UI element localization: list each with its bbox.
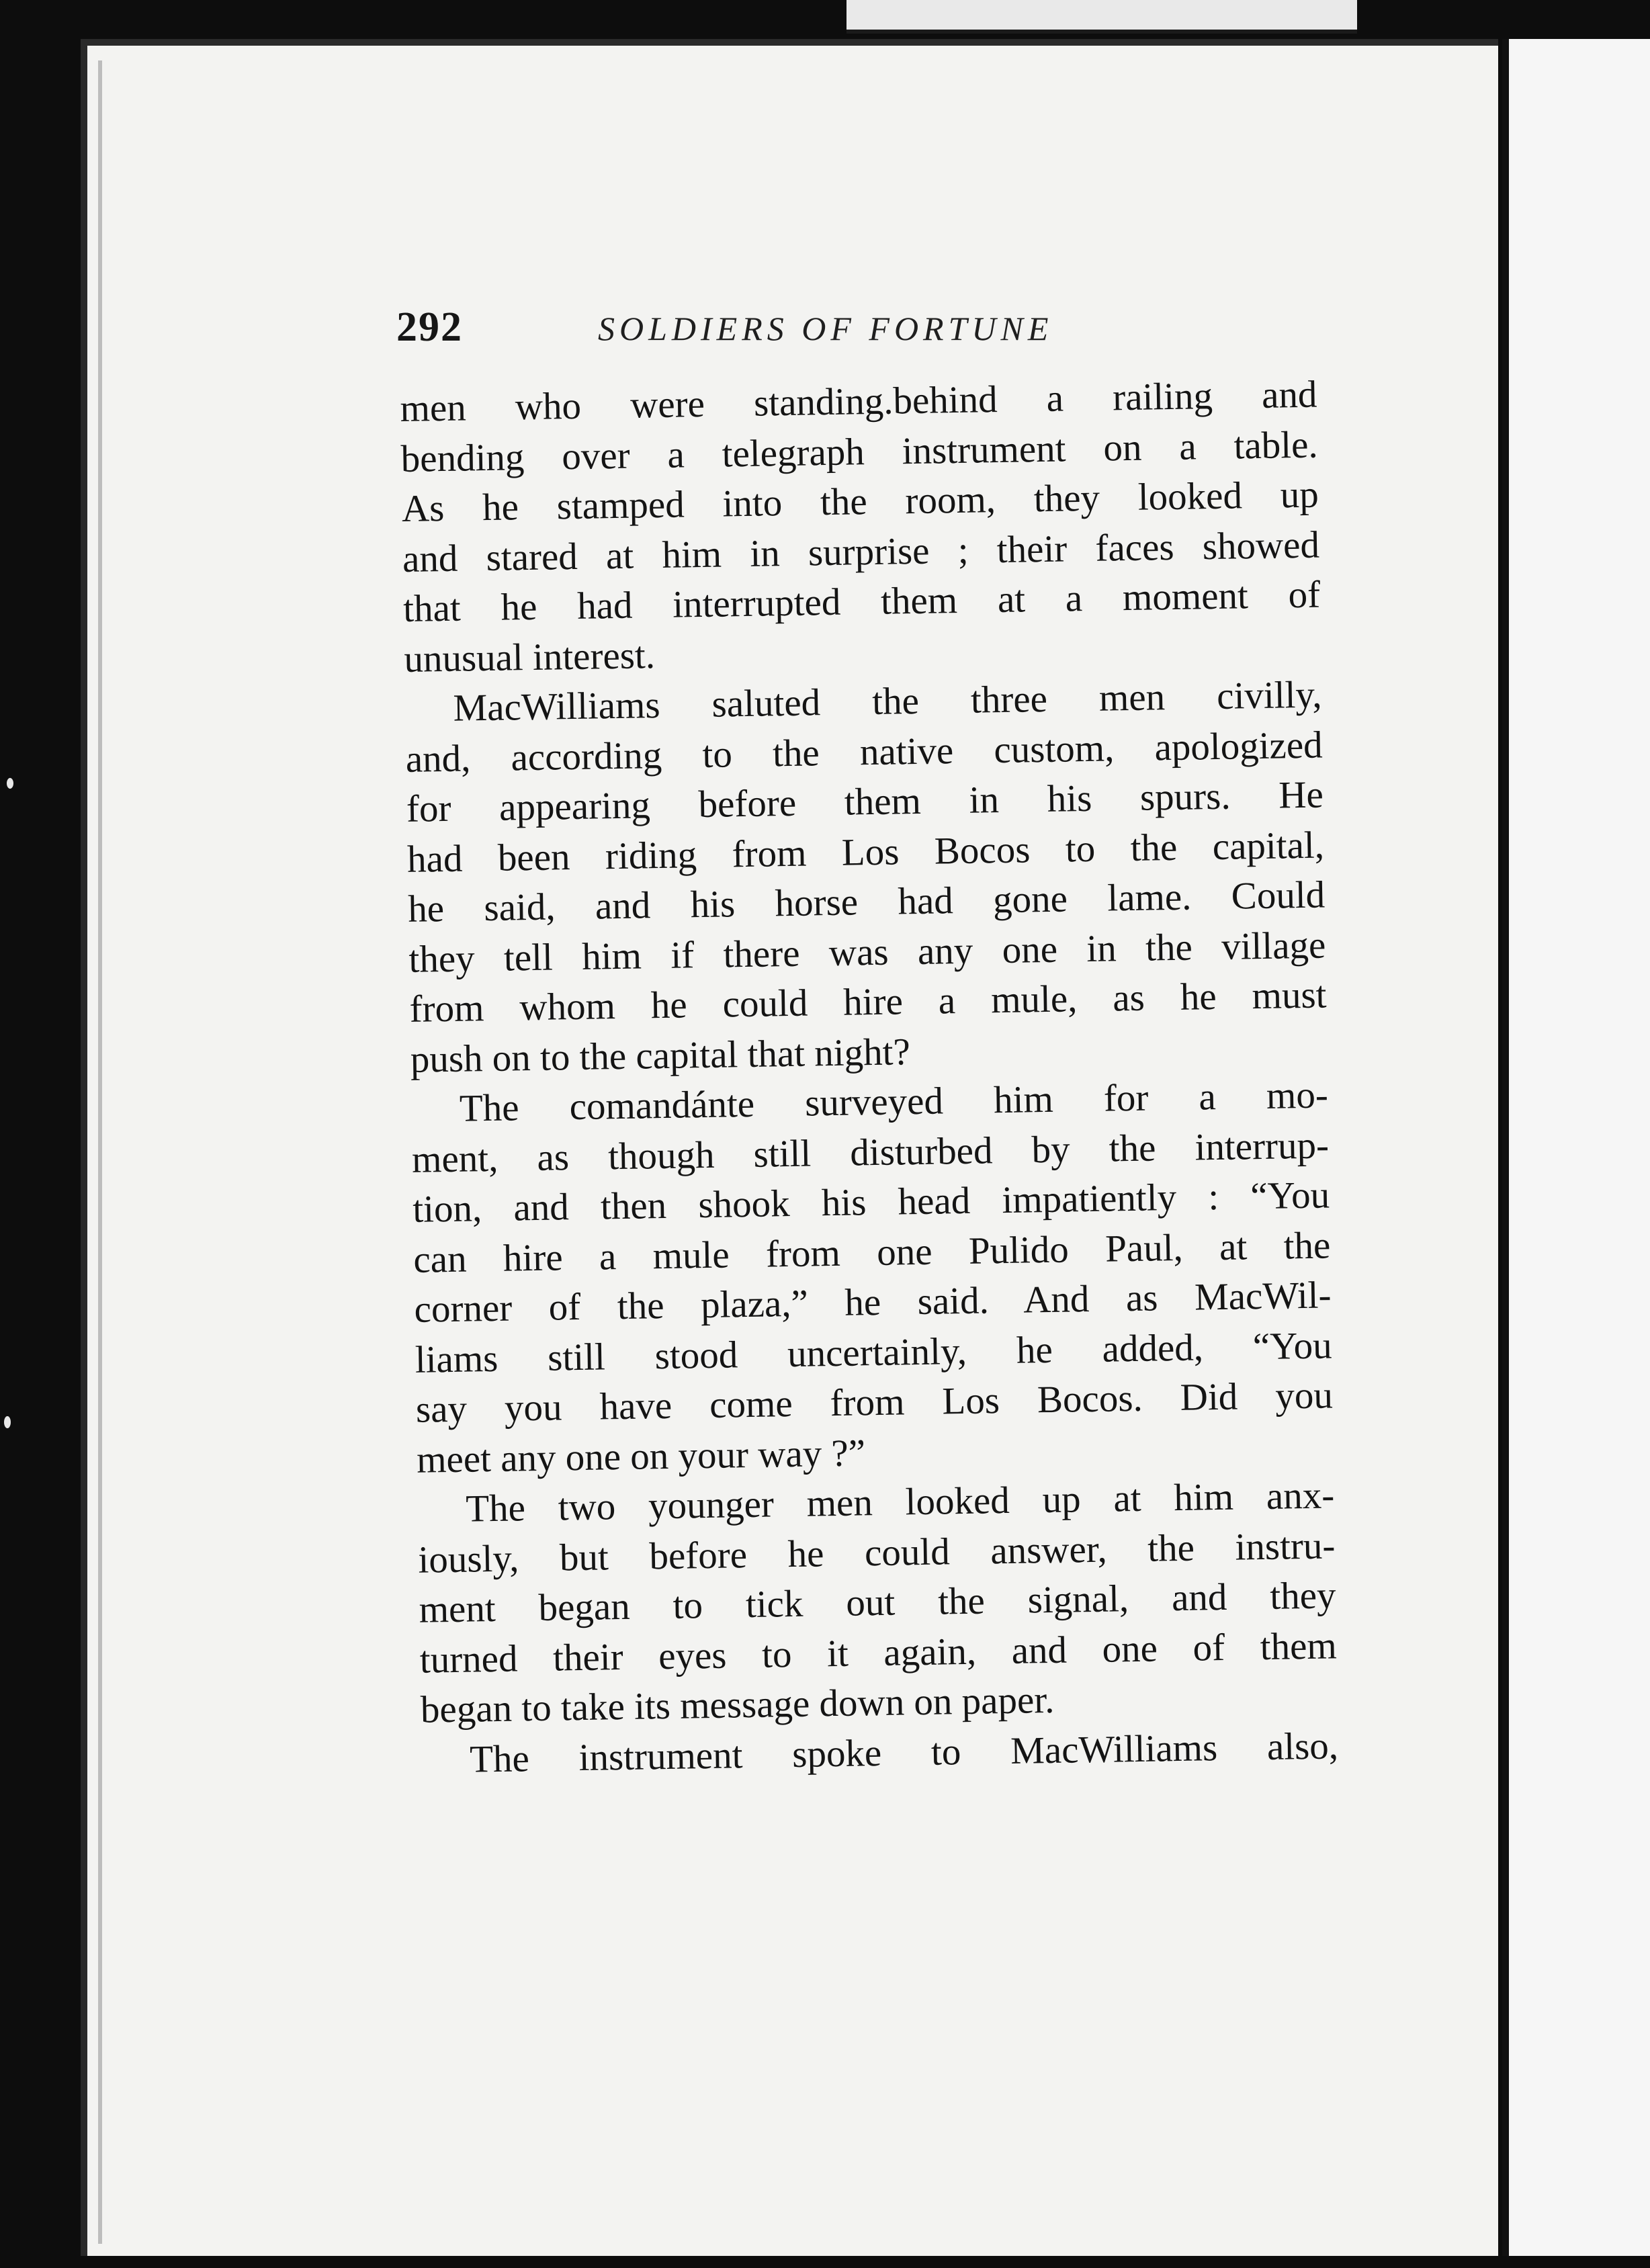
body-text [400, 370, 1339, 1786]
facing-page [1502, 39, 1650, 2256]
page-header [396, 304, 1283, 357]
text-line: MacWilliams saluted the three men civilly, [453, 673, 1322, 730]
running-head: SOLDIERS OF FORTUNE [598, 310, 1053, 347]
text-line: corner of the plaza,” he said. And as MacWil- [414, 1274, 1332, 1331]
text-line: tion, and then shook his head impatiently : “You [412, 1174, 1330, 1231]
text-line: ment, as though still disturbed by the interrup- [411, 1123, 1330, 1181]
text-line: from whom he could hire a mule, as he must [409, 973, 1327, 1031]
page-number: 292 [396, 304, 463, 350]
text-line: The instrument spoke to MacWilliams also, [469, 1724, 1339, 1781]
text-line: ment began to tick out the signal, and they [419, 1574, 1336, 1631]
adjacent-page-edge [846, 0, 1357, 34]
text-line: had been riding from Los Bocos to the capital, [406, 823, 1325, 881]
text-line: turned their eyes to it again, and one of them [419, 1624, 1338, 1682]
text-line: he said, and his horse had gone lame. Could [407, 873, 1326, 930]
text-line: unusual interest. [403, 634, 656, 681]
text-line: and stared at him in surprise ; their faces showed [402, 523, 1320, 580]
text-line: bending over a telegraph instrument on a table. [400, 423, 1319, 480]
text-line: men who were standing.behind a railing and [400, 373, 1317, 430]
text-line: they tell him if there was any one in the village [408, 923, 1326, 981]
text-line: began to take its message down on paper. [420, 1678, 1055, 1731]
text-line: meet any one on your way ?” [416, 1431, 866, 1481]
text-line: can hire a mule from one Pulido Paul, at the [412, 1223, 1331, 1281]
text-line: for appearing before them in his spurs. He [406, 773, 1324, 830]
text-line: The comandánte surveyed him for a mo- [459, 1074, 1329, 1130]
text-line: liams still stood uncertainly, he added, “You [415, 1323, 1333, 1381]
scan-speck [4, 1416, 11, 1428]
text-line: push on to the capital that night? [410, 1030, 911, 1081]
text-line: As he stamped into the room, they looked up [401, 473, 1319, 530]
scan-speck [7, 778, 13, 789]
text-line: say you have come from Los Bocos. Did you [415, 1374, 1334, 1431]
text-line: iously, but before he could answer, the instru- [417, 1524, 1336, 1581]
text-line: The two younger men looked up at him anx- [465, 1474, 1335, 1530]
text-line: that he had interrupted them at a moment of [402, 573, 1321, 630]
text-line: and, according to the native custom, apologized [405, 723, 1323, 781]
page-gutter-edge [98, 60, 102, 2244]
